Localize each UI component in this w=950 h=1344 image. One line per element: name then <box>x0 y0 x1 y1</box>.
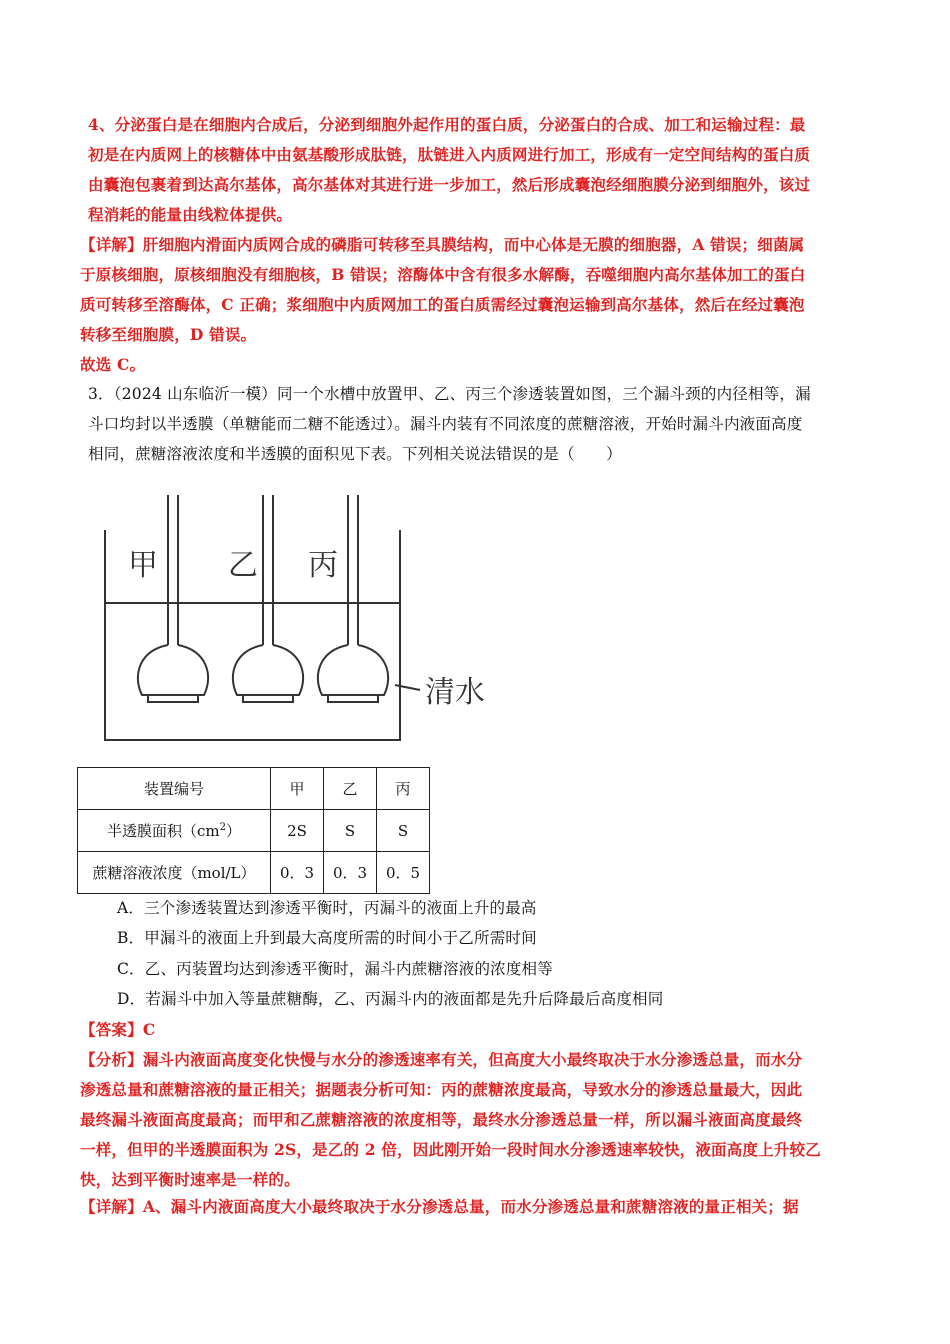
table-cell: 0．3 <box>271 852 324 894</box>
option-b: B．甲漏斗的液面上升到最大高度所需的时间小于乙所需时间 <box>117 929 537 947</box>
table-cell: S <box>377 810 430 852</box>
table-row <box>78 768 430 810</box>
table-row-label: 蔗糖溶液浓度（mol/L） <box>78 852 271 894</box>
detail-tag: 【详解】 <box>80 235 143 254</box>
table-header-cell: 甲 <box>271 768 324 810</box>
data-table <box>77 767 430 894</box>
funnel-jia-membrane <box>148 695 198 702</box>
analysis-line: 一样，但甲的半透膜面积为 2S，是乙的 2 倍，因此刚开始一段时间水分渗透速率较快，液面高度上升较乙 <box>80 1140 821 1159</box>
analysis-line: 渗透总量和蔗糖溶液的量正相关；据题表分析可知：丙的蔗糖浓度最高，导致水分的渗透总量最大，因此 <box>80 1080 803 1099</box>
intro-line: 初是在内质网上的核糖体中由氨基酸形成肽链，肽链进入内质网进行加工，形成有一定空间结构的蛋白质 <box>88 145 811 164</box>
label-jia: 甲 <box>128 548 158 583</box>
option-c: C．乙、丙装置均达到渗透平衡时，漏斗内蔗糖溶液的浓度相等 <box>117 960 553 978</box>
funnel-yi-neck <box>263 495 273 645</box>
analysis-tag: 【分析】 <box>80 1050 143 1069</box>
detail-paragraph-1 <box>80 230 863 380</box>
option-a: A．三个渗透装置达到渗透平衡时，丙漏斗的液面上升的最高 <box>117 899 537 917</box>
analysis-paragraph <box>80 1045 863 1195</box>
funnel-jia-neck <box>168 495 178 645</box>
question-line: 3．（2024 山东临沂一模）同一个水槽中放置甲、乙、丙三个渗透装置如图，三个漏斗颈的内径相等，漏 <box>88 385 811 403</box>
detail-tag: 【详解】 <box>80 1197 143 1216</box>
detail-line: A、漏斗内液面高度大小最终取决于水分渗透总量，而水分渗透总量和蔗糖溶液的量正相关；据 <box>142 1197 799 1216</box>
funnel-bing-bulb <box>318 645 388 695</box>
table-row <box>78 852 430 894</box>
table-header-cell: 装置编号 <box>78 768 271 810</box>
answer-value: C <box>142 1020 156 1039</box>
detail-line: 转移至细胞膜，D 错误。 <box>80 325 257 344</box>
detail-paragraph-2 <box>80 1192 863 1222</box>
label-water: 清水 <box>425 675 485 710</box>
intro-line: 4、分泌蛋白是在细胞内合成后，分泌到细胞外起作用的蛋白质，分泌蛋白的合成、加工和运输过程：最 <box>88 115 806 134</box>
answer-tag: 【答案】 <box>80 1020 143 1039</box>
table-row <box>78 810 430 852</box>
question-line: 斗口均封以半透膜（单糖能而二糖不能透过）。漏斗内装有不同浓度的蔗糖溶液，开始时漏斗内液面高度 <box>88 415 803 433</box>
question-line: 相同，蔗糖溶液浓度和半透膜的面积见下表。下列相关说法错误的是（ ） <box>88 445 622 463</box>
funnel-yi-membrane <box>243 695 293 702</box>
detail-conclusion: 故选 C。 <box>80 355 146 374</box>
option-d: D．若漏斗中加入等量蔗糖酶，乙、丙漏斗内的液面都是先升后降最后高度相同 <box>117 990 664 1008</box>
question-paragraph <box>88 379 863 469</box>
detail-line: 肝细胞内滑面内质网合成的磷脂可转移至具膜结构，而中心体是无膜的细胞器，A 错误；细菌属 <box>142 235 805 254</box>
osmosis-apparatus-figure <box>100 490 500 745</box>
intro-line: 程消耗的能量由线粒体提供。 <box>88 205 293 224</box>
analysis-line: 漏斗内液面高度变化快慢与水分的渗透速率有关，但高度大小最终取决于水分渗透总量，而水分 <box>142 1050 803 1069</box>
table-header-cell: 丙 <box>377 768 430 810</box>
funnel-bing-neck <box>348 495 358 645</box>
analysis-line: 最终漏斗液面高度最高；而甲和乙蔗糖溶液的浓度相等，最终水分渗透总量一样，所以漏斗液面高度最终 <box>80 1110 803 1129</box>
table-cell: S <box>324 810 377 852</box>
funnel-bing-membrane <box>328 695 378 702</box>
label-bing: 丙 <box>308 548 338 583</box>
intro-paragraph <box>88 110 863 230</box>
table-cell: 2S <box>271 810 324 852</box>
detail-line: 质可转移至溶酶体，C 正确；浆细胞中内质网加工的蛋白质需经过囊泡运输到高尔基体，然后在经过囊泡 <box>80 295 805 314</box>
table-cell: 0．3 <box>324 852 377 894</box>
water-pointer-line <box>395 685 420 690</box>
funnel-yi-bulb <box>233 645 303 695</box>
funnel-jia-bulb <box>138 645 208 695</box>
table-row-label: 半透膜面积$(cm^2)$ <box>78 810 271 852</box>
intro-line: 由囊泡包裹着到达高尔基体，高尔基体对其进行进一步加工，然后形成囊泡经细胞膜分泌到细胞外，该过 <box>88 175 811 194</box>
analysis-line: 快，达到平衡时速率是一样的。 <box>80 1170 300 1189</box>
table-header-cell: 乙 <box>324 768 377 810</box>
answer-line <box>80 1015 855 1045</box>
label-yi: 乙 <box>228 548 258 583</box>
detail-line: 于原核细胞，原核细胞没有细胞核，B 错误；溶酶体中含有很多水解酶，吞噬细胞内高尔基体加工的蛋白 <box>80 265 806 284</box>
table-cell: 0．5 <box>377 852 430 894</box>
